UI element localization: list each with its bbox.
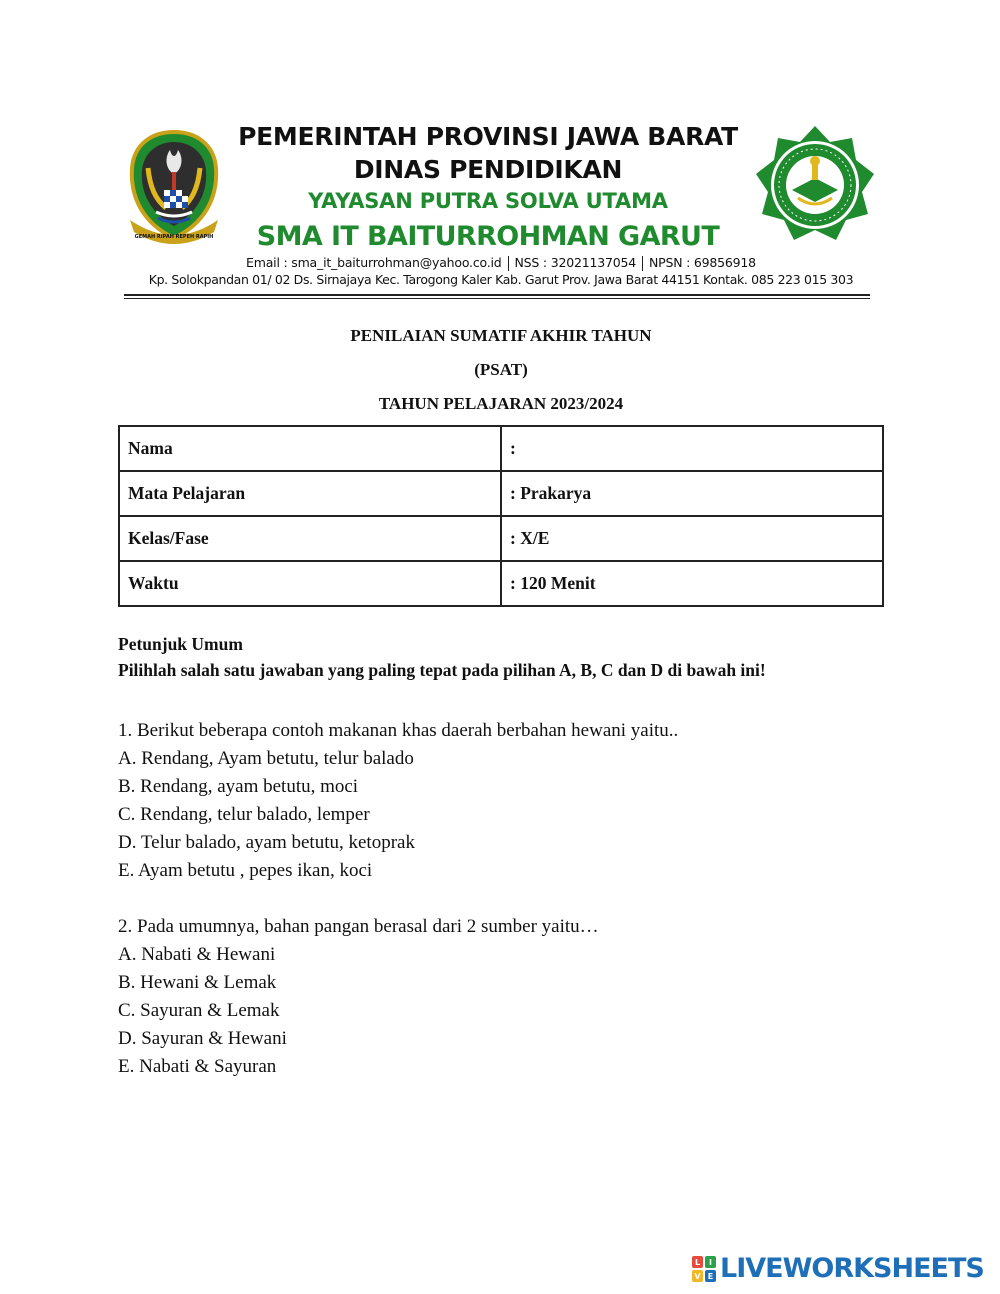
left-logo-motto: GEMAH RIPAH REPEH RAPIH — [134, 234, 214, 240]
school-name: SMA IT BAITURROHMAN GARUT — [256, 221, 720, 252]
contact-line — [118, 255, 884, 271]
agency-name: DINAS PENDIDIKAN — [353, 155, 623, 184]
label-mata-pelajaran: Mata Pelajaran — [119, 471, 501, 516]
west-java-emblem-icon — [126, 128, 222, 246]
question-2-option-b[interactable]: B. Hewani & Lemak — [118, 972, 277, 993]
academic-year: TAHUN PELAJARAN 2023/2024 — [378, 394, 624, 413]
question-2-option-e[interactable]: E. Nabati & Sayuran — [118, 1056, 277, 1077]
logo-letter: L — [694, 1258, 701, 1267]
liveworksheets-logo-icon — [692, 1256, 716, 1282]
instructions-text: Pilihlah salah satu jawaban yang paling tepat pada pilihan A, B, C dan D di bawah ini! — [118, 660, 766, 680]
value-kelas-fase: : X/E — [501, 516, 883, 561]
table-row — [119, 471, 883, 516]
school-npsn: NPSN : 69856918 — [648, 255, 756, 270]
liveworksheets-text: LIVEWORKSHEETS — [720, 1253, 984, 1284]
instructions — [118, 631, 766, 683]
question-1-option-e[interactable]: E. Ayam betutu , pepes ikan, koci — [118, 860, 373, 881]
liveworksheets-watermark — [692, 1254, 984, 1284]
table-row — [119, 426, 883, 471]
question-1-option-a[interactable]: A. Rendang, Ayam betutu, telur balado — [118, 748, 414, 769]
school-emblem-icon — [754, 124, 876, 246]
question-2-option-a[interactable]: A. Nabati & Hewani — [118, 944, 276, 965]
separator — [508, 256, 509, 271]
value-nama[interactable]: : — [501, 426, 883, 471]
government-name: PEMERINTAH PROVINSI JAWA BARAT — [238, 122, 738, 151]
table-row — [119, 561, 883, 606]
student-info-table — [118, 425, 884, 607]
exam-titles — [118, 324, 884, 426]
letterhead — [118, 110, 884, 300]
question-spacer — [118, 885, 884, 913]
foundation-name: YAYASAN PUTRA SOLVA UTAMA — [308, 189, 668, 213]
question-1-option-c[interactable]: C. Rendang, telur balado, lemper — [118, 804, 370, 825]
question-2-option-c[interactable]: C. Sayuran & Lemak — [118, 1000, 280, 1021]
instructions-heading: Petunjuk Umum — [118, 634, 243, 654]
label-kelas-fase: Kelas/Fase — [119, 516, 501, 561]
logo-letter: E — [707, 1272, 714, 1281]
question-1-option-b[interactable]: B. Rendang, ayam betutu, moci — [118, 776, 359, 797]
school-address: Kp. Solokpandan 01/ 02 Ds. Sirnajaya Kec. Tarogong Kaler Kab. Garut Prov. Jawa Barat 44151 Kontak. 085 223 015 303 — [148, 272, 854, 287]
label-waktu: Waktu — [119, 561, 501, 606]
letterhead-rule-thin — [124, 298, 870, 299]
exam-title: PENILAIAN SUMATIF AKHIR TAHUN — [350, 326, 652, 345]
question-2-option-d[interactable]: D. Sayuran & Hewani — [118, 1028, 287, 1049]
question-2-text: 2. Pada umumnya, bahan pangan berasal dari 2 sumber yaitu… — [118, 916, 599, 937]
school-nss: NSS : 32021137054 — [514, 255, 636, 270]
question-1-text: 1. Berikut beberapa contoh makanan khas daerah berbahan hewani yaitu.. — [118, 720, 679, 741]
logo-letter: V — [694, 1272, 701, 1281]
table-row — [119, 516, 883, 561]
separator — [642, 256, 643, 271]
logo-letter: I — [709, 1258, 712, 1267]
label-nama: Nama — [119, 426, 501, 471]
letterhead-titles — [222, 120, 754, 257]
question-1-option-d[interactable]: D. Telur balado, ayam betutu, ketoprak — [118, 832, 415, 853]
letterhead-rule — [124, 294, 870, 296]
value-mata-pelajaran: : Prakarya — [501, 471, 883, 516]
school-email: Email : sma_it_baiturrohman@yahoo.co.id — [246, 255, 502, 270]
value-waktu: : 120 Menit — [501, 561, 883, 606]
question-list — [118, 717, 884, 1081]
exam-abbreviation: (PSAT) — [474, 360, 528, 379]
